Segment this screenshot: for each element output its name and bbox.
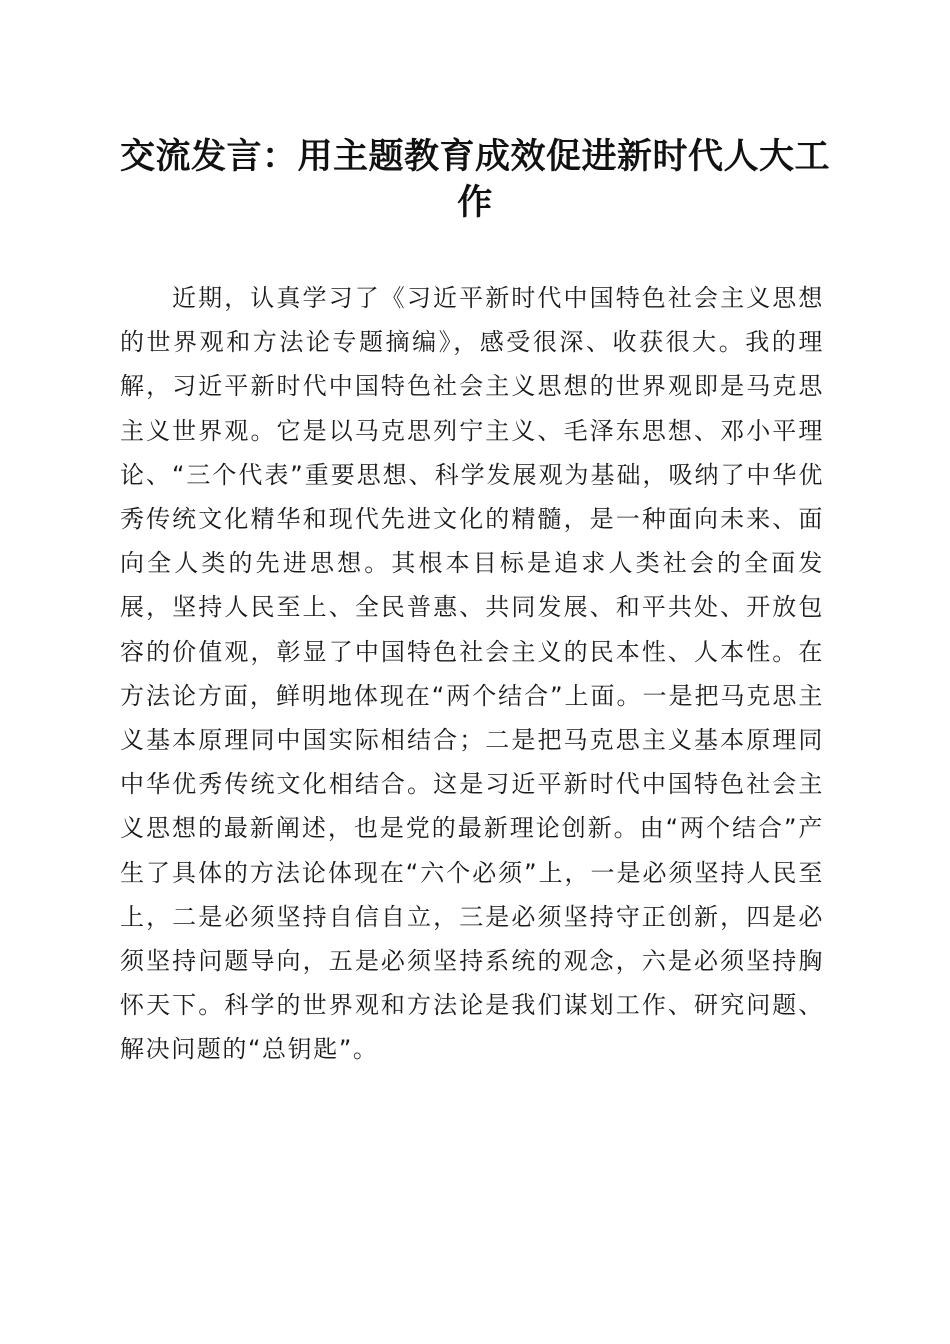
document-title: 交流发言：用主题教育成效促进新时代人大工作 [119, 136, 830, 223]
body-paragraph: 近期，认真学习了《习近平新时代中国特色社会主义思想的世界观和方法论专题摘编》，感受很深、收获很大。我的理解，习近平新时代中国特色社会主义思想的世界观即是马克思主义世界观。它是以马克思列宁主义、毛泽东思想、邓小平理论、“三个代表”重要思想、科学发展观为基础，吸纳了中华优秀传统文化精华和现代先进文化的精髓，是一种面向未来、面向全人类的先进思想。其根本目标是追求人类社会的全面发展，坚持人民至上、全民普惠、共同发展、和平共处、开放包容的价值观，彰显了中国特色社会主义的民本性、人本性。在方法论方面，鲜明地体现在“两个结合”上面。一是把马克思主义基本原理同中国实际相结合；二是把马克思主义基本原理同中华优秀传统文化相结合。这是习近平新时代中国特色社会主义思想的最新阐述，也是党的最新理论创新。由“两个结合”产生了具体的方法论体现在“六个必须”上，一是必须坚持人民至上，二是必须坚持自信自立，三是必须坚持守正创新，四是必须坚持问题导向，五是必须坚持系统的观念，六是必须坚持胸怀天下。科学的世界观和方法论是我们谋划工作、研究问题、解决问题的“总钥匙”。 [120, 284, 824, 1064]
